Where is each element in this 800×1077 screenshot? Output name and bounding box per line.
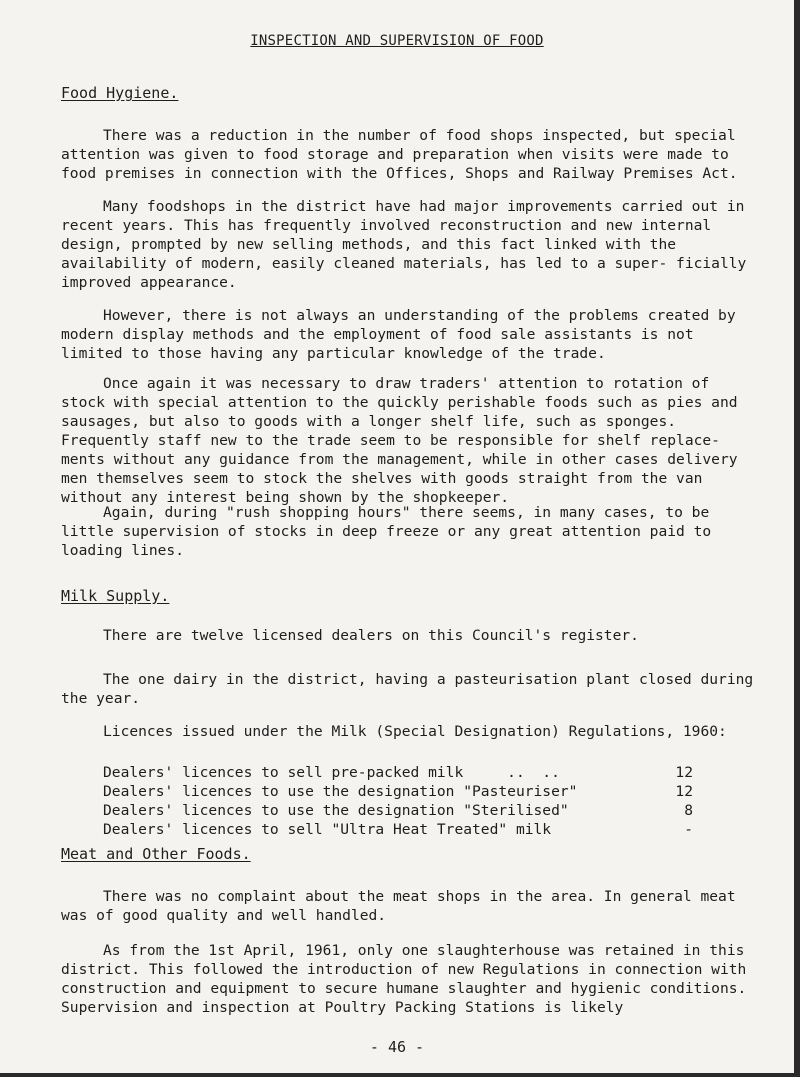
scan-edge-right [794, 0, 800, 1077]
licence-label: Dealers' licences to use the designation "Pasteuriser" [103, 783, 578, 800]
licence-label: Dealers' licences to use the designation "Sterilised" [103, 802, 569, 819]
section-heading-milk-supply: Milk Supply. [61, 587, 170, 605]
section-heading-food-hygiene: Food Hygiene. [61, 84, 179, 102]
paragraph-meat-1: There was no complaint about the meat shops in the area. In general meat was of good quality and well handled. [61, 888, 736, 924]
licence-row [103, 782, 713, 801]
paragraph-food-hygiene-2: Many foodshops in the district have had major improvements carried out in recent years. This has frequently involved reconstruction and new internal design, prompted by new selling methods, and this fact linked with the availability of modern, easily cleaned materials, has led to a super- ficially improved appearance. [61, 198, 747, 291]
paragraph-food-hygiene-4: Once again it was necessary to draw traders' attention to rotation of stock with special attention to the quickly perishable foods such as pies and sausages, but also to goods with a longer shelf life, such as sponges. Frequently staff new to the trade seem to be responsible for shelf replace- ments without any guidance from the management, while in other cases delivery men themselves seem to stock the shelves with goods straight from the van without any interest being shown by the shopkeeper. [61, 375, 738, 506]
licence-count: 12 [675, 764, 693, 781]
licence-row [103, 763, 713, 782]
licence-count: - [684, 821, 693, 838]
scan-edge-bottom [0, 1073, 800, 1077]
page-title-text: INSPECTION AND SUPERVISION OF FOOD [250, 33, 544, 49]
licence-label: Dealers' licences to sell "Ultra Heat Treated" milk [103, 821, 552, 838]
paragraph-milk-1: There are twelve licensed dealers on this Council's register. [103, 627, 639, 644]
licence-row [103, 801, 713, 820]
page-number: - 46 - [369, 1038, 425, 1056]
paragraph-milk-3: Licences issued under the Milk (Special Designation) Regulations, 1960: [103, 723, 727, 740]
licence-label: Dealers' licences to sell pre-packed milk .. .. [103, 764, 560, 781]
paragraph-food-hygiene-1: There was a reduction in the number of food shops inspected, but special attention was given to food storage and preparation when visits were made to food premises in connection with the Offices, Shops and Railway Premises Act. [61, 127, 738, 182]
licences-table [103, 763, 713, 839]
paragraph-food-hygiene-5: Again, during "rush shopping hours" there seems, in many cases, to be little supervision of stocks in deep freeze or any great attention paid to loading lines. [61, 504, 712, 559]
paragraph-meat-2: As from the 1st April, 1961, only one slaughterhouse was retained in this district. This followed the introduction of new Regulations in connection with construction and equipment to secure humane slaughter and hygienic conditions. Supervision and inspection at Poultry Packing Stations is likely [61, 942, 747, 1016]
paragraph-food-hygiene-3: However, there is not always an understanding of the problems created by modern display methods and the employment of food sale assistants is not limited to those having any particular knowledge of the trade. [61, 307, 736, 362]
licence-row [103, 820, 713, 839]
licence-count: 8 [684, 802, 693, 819]
paragraph-milk-2: The one dairy in the district, having a pasteurisation plant closed during the year. [61, 671, 754, 707]
licence-count: 12 [675, 783, 693, 800]
page-title [0, 33, 794, 49]
section-heading-meat: Meat and Other Foods. [61, 845, 251, 863]
